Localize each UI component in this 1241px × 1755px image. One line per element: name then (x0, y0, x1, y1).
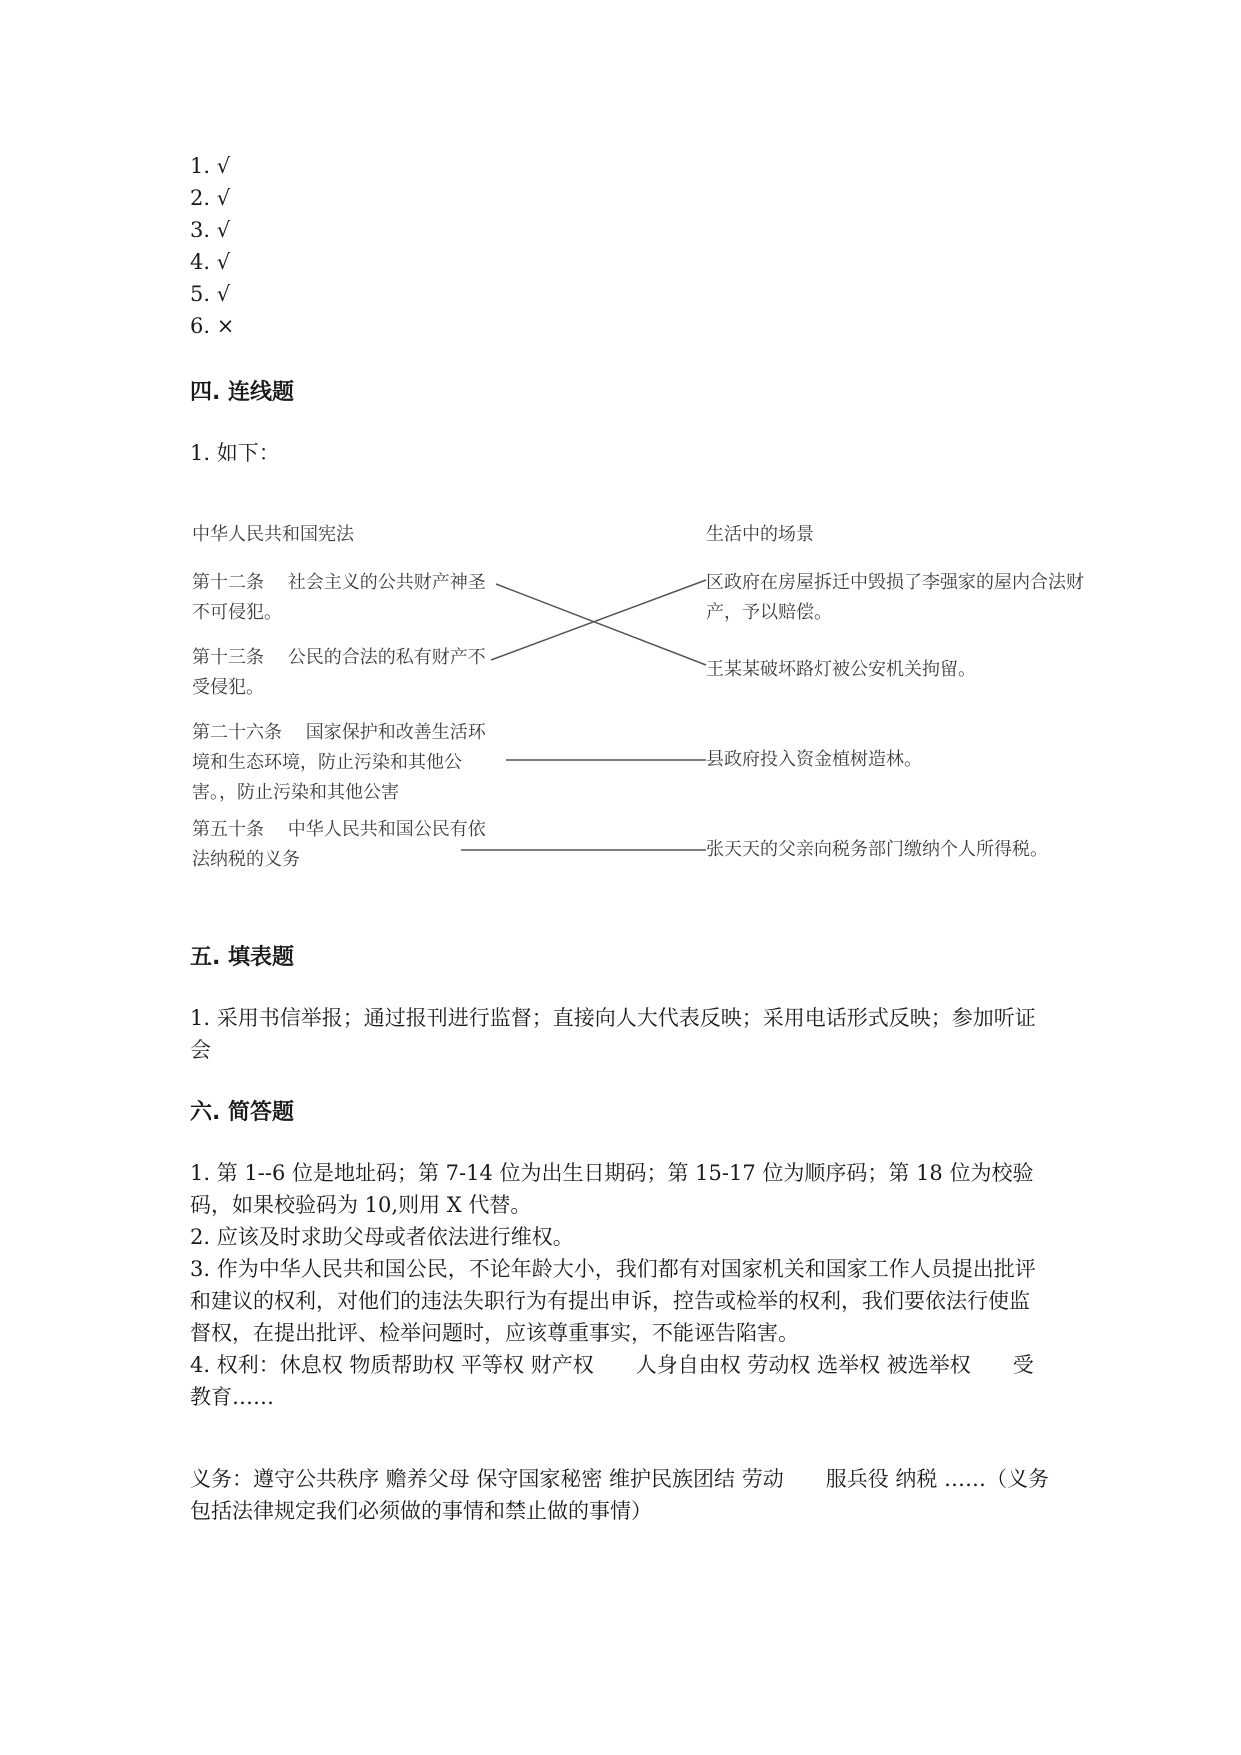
judgement-answer: 5. √ (190, 282, 231, 306)
judgement-answer: 2. √ (190, 186, 231, 210)
section6-heading: 六. 简答题 (190, 1100, 295, 1125)
left-header: 中华人民共和国宪法 (192, 524, 354, 545)
section4-q1-label: 1. 如下： (190, 441, 280, 465)
right-item: 王某某破坏路灯被公安机关拘留。 (706, 659, 976, 680)
short-answer: 4. 权利：休息权 物质帮助权 平等权 财产权 人身自由权 劳动权 选举权 被选举权 受教育…… (190, 1353, 1034, 1409)
section6-answers (190, 1157, 1050, 1413)
connector-line (496, 584, 706, 665)
short-answer: 2. 应该及时求助父母或者依法进行维权。 (190, 1225, 574, 1249)
duties-answer: 义务：遵守公共秩序 赡养父母 保守国家秘密 维护民族团结 劳动 服兵役 纳税 ……（义务包括法律规定我们必须做的事情和禁止做的事情） (190, 1467, 1050, 1523)
left-item: 第五十条 中华人民共和国公民有依法纳税的义务 (192, 819, 486, 870)
short-answer: 1. 第 1--6 位是地址码；第 7-14 位为出生日期码；第 15-17 位为顺序码；第 18 位为校验码，如果校验码为 10,则用 X 代替。 (190, 1161, 1034, 1217)
right-item: 张天天的父亲向税务部门缴纳个人所得税。 (706, 839, 1048, 860)
judgement-answer: 6. × (190, 314, 235, 338)
judgement-answer: 3. √ (190, 218, 231, 242)
judgement-answer: 1. √ (190, 154, 231, 178)
connector-line (491, 580, 706, 660)
matching-diagram (186, 520, 1086, 900)
connector-lines (186, 520, 1086, 900)
judgement-answers (190, 150, 234, 342)
judgement-answer: 4. √ (190, 250, 231, 274)
left-item: 第十二条 社会主义的公共财产神圣不可侵犯。 (192, 572, 486, 623)
right-item: 区政府在房屋拆迁中毁损了李强家的屋内合法财产，予以赔偿。 (706, 572, 1084, 623)
left-item: 第二十六条 国家保护和改善生活环境和生态环境，防止污染和其他公害。，防止污染和其他公害 (192, 722, 486, 803)
right-item: 县政府投入资金植树造林。 (706, 749, 922, 770)
section5-answer: 1. 采用书信举报；通过报刊进行监督；直接向人大代表反映；采用电话形式反映；参加听证会 (190, 1006, 1036, 1062)
section4-heading: 四. 连线题 (190, 380, 295, 405)
right-header: 生活中的场景 (706, 524, 814, 545)
left-item: 第十三条 公民的合法的私有财产不受侵犯。 (192, 647, 486, 698)
short-answer: 3. 作为中华人民共和国公民，不论年龄大小，我们都有对国家机关和国家工作人员提出批评和建议的权利，对他们的违法失职行为有提出申诉，控告或检举的权利，我们要依法行使监督权，在提出批评、检举问题时，应该尊重事实，不能诬告陷害。 (190, 1257, 1036, 1345)
section5-heading: 五. 填表题 (190, 945, 295, 970)
